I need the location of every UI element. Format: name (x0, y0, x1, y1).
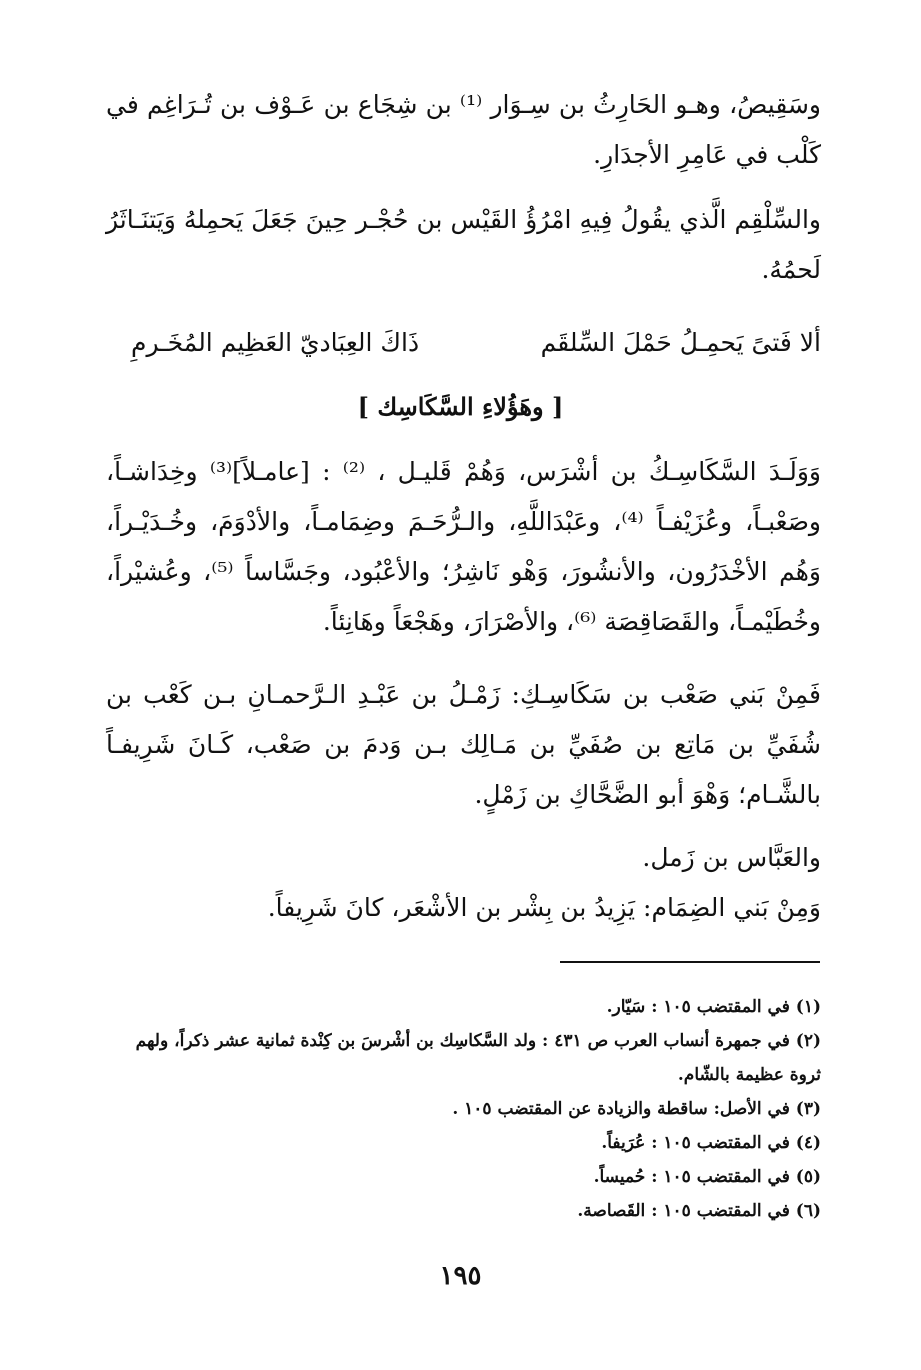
footnote-6: (٦) في المقتضب ١٠٥ : القَصاصة. (577, 1201, 821, 1221)
footnote-2-continuation: ثروة عظيمة بالشّام. (677, 1065, 821, 1085)
paragraph-bani-dimam: وَمِنْ بَني الضِمَام: يَزِيدُ بن بِشْر بن الأشْعَر، كانَ شَرِيفاً. (267, 893, 821, 922)
paragraph-saqis: وسَقِيصُ، وهـو الحَارِثُ بن سِـوَار ⁽¹⁾ بن شِجَاع بن عَـوْف بن تُـرَاغِم في كَلْب في عَامِرِ الأجدَارِ. (106, 90, 821, 169)
footnote-divider (560, 961, 820, 963)
footnote-1: (١) في المقتضب ١٠٥ : سَيّار. (606, 997, 821, 1017)
poem-verse (106, 318, 821, 368)
poem-hemistich-second: ذَاكَ العِبَاديّ العَظِيم المُخَـرمِ (131, 328, 420, 357)
footnote-3: (٣) في الأصل: ساقطة والزيادة عن المقتضب ١٠٥ . (452, 1099, 821, 1119)
paragraph-sakasik-sons: وَوَلَـدَ السَّكَاسِـكُ بن أشْرَس، وَهُمْ قَليـل ، ⁽²⁾ : [عامـلاً]⁽³⁾ وخِدَاشـاً، وصَعْبـاً، وعُزَيْفـاً ⁽⁴⁾، وعَبْدَاللَّهِ، والـرُّحَـمَ وضِمَامـاً، والأدْوَمَ، وخُـدَيْـراً، وَهُم الأخْدَرُون، والأنشُورَ، وَهْو نَاشِرُ؛ والأعْبُود، وجَسَّاساً ⁽⁵⁾، وعُشيْراً، وخُطَيْمـاً، والقَصَاقِصَة ⁽⁶⁾، والأصْرَارَ، وهَجْعَاً وهَانِئاً. (106, 457, 822, 636)
paragraph-bani-saab: فَمِنْ بَني صَعْب بن سَكَاسِـكِ: زَمْـلُ بن عَبْـدِ الـرَّحمـانِ بـن كَعْب بن شُفَيِّ بن مَاتِع بن صُفَيِّ بن مَـالِك بـن وَدمَ بن صَعْب، كَـانَ شَرِيفـاً بالشَّـام؛ وَهْوَ أبو الضَّحَّاكِ بن زَمْلٍ. (106, 680, 821, 809)
footnote-5: (٥) في المقتضب ١٠٥ : حُميساً. (593, 1167, 821, 1187)
section-heading: [ وهَؤُلاءِ السَّكَاسِك ] (357, 392, 564, 421)
paragraph-abbas: والعَبَّاس بن زَمل. (642, 843, 821, 872)
poem-hemistich-first: ألا فَتىً يَحمِـلُ حَمْلَ السِّلقَم (540, 328, 821, 357)
footnote-4: (٤) في المقتضب ١٠٥ : عُرَيفاً. (601, 1133, 821, 1153)
paragraph-silqim: والسِّلْقِم الَّذي يقُولُ فِيهِ امْرُؤُ القَيْس بن حُجْـر حِينَ جَعَلَ يَحمِلهُ وَيَتنَـاثَرُ لَحمُهُ. (106, 205, 821, 284)
page-number: ١٩٥ (439, 1261, 482, 1291)
footnote-2: (٢) في جمهرة أنساب العرب ص ٤٣١ : ولد السَّكاسِك بن أشْرسَ بن كِنْدة ثمانية عشر ذكراً، ولهم (135, 1031, 821, 1051)
footnotes (106, 990, 821, 1228)
